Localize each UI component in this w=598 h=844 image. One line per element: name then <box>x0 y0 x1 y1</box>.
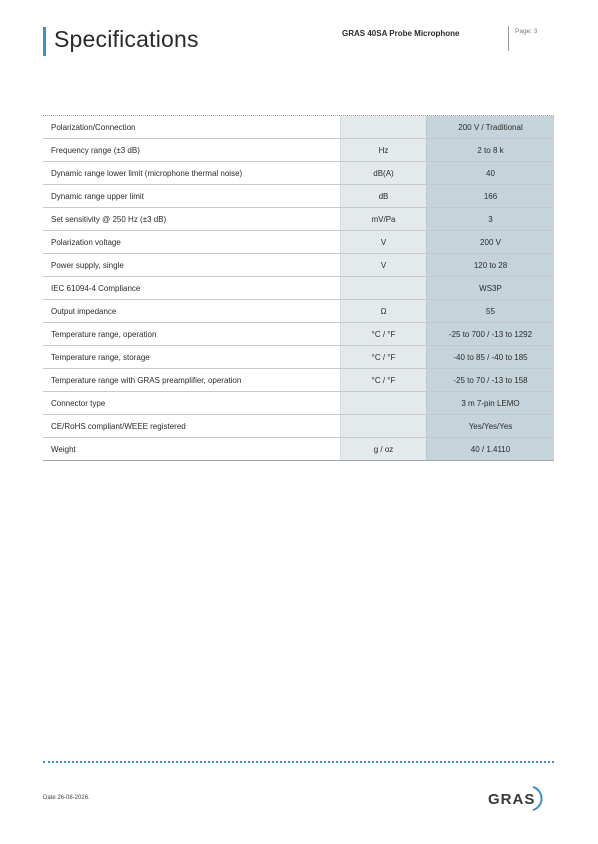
value-cell: 3 <box>426 208 554 230</box>
unit-cell: g / oz <box>340 438 426 460</box>
table-row <box>43 369 554 392</box>
parameter-cell: Polarization/Connection <box>43 116 340 138</box>
unit-cell <box>340 415 426 437</box>
gras-logo-text: GRAS <box>488 791 536 808</box>
table-row <box>43 323 554 346</box>
unit-cell: V <box>340 231 426 253</box>
parameter-cell: Output impedance <box>43 300 340 322</box>
unit-cell: °C / °F <box>340 323 426 345</box>
parameter-cell: Frequency range (±3 dB) <box>43 139 340 161</box>
unit-cell: Hz <box>340 139 426 161</box>
table-row <box>43 300 554 323</box>
table-row <box>43 162 554 185</box>
table-row <box>43 185 554 208</box>
value-cell: WS3P <box>426 277 554 299</box>
parameter-cell: Connector type <box>43 392 340 414</box>
table-row <box>43 415 554 438</box>
value-cell: 2 to 8 k <box>426 139 554 161</box>
value-cell: -25 to 70 / -13 to 158 <box>426 369 554 391</box>
table-row <box>43 116 554 139</box>
table-row <box>43 139 554 162</box>
unit-cell <box>340 116 426 138</box>
parameter-cell: IEC 61094-4 Compliance <box>43 277 340 299</box>
table-row <box>43 231 554 254</box>
page-separator <box>508 26 509 51</box>
parameter-cell: Dynamic range lower limit (microphone thermal noise) <box>43 162 340 184</box>
parameter-cell: Polarization voltage <box>43 231 340 253</box>
table-row <box>43 254 554 277</box>
unit-cell: dB(A) <box>340 162 426 184</box>
unit-cell <box>340 392 426 414</box>
gras-logo <box>486 783 546 813</box>
specifications-table <box>43 115 554 461</box>
unit-cell: °C / °F <box>340 369 426 391</box>
value-cell: 120 to 28 <box>426 254 554 276</box>
value-cell: 55 <box>426 300 554 322</box>
value-cell: Yes/Yes/Yes <box>426 415 554 437</box>
unit-cell: Ω <box>340 300 426 322</box>
footer-dotted-divider <box>43 761 554 763</box>
unit-cell: dB <box>340 185 426 207</box>
value-cell: -40 to 85 / -40 to 185 <box>426 346 554 368</box>
value-cell: -25 to 700 / -13 to 1292 <box>426 323 554 345</box>
unit-cell: V <box>340 254 426 276</box>
value-cell: 200 V / Traditional <box>426 116 554 138</box>
value-cell: 3 m 7-pin LEMO <box>426 392 554 414</box>
value-cell: 40 / 1.4110 <box>426 438 554 460</box>
parameter-cell: Power supply, single <box>43 254 340 276</box>
parameter-cell: Temperature range, operation <box>43 323 340 345</box>
table-row <box>43 208 554 231</box>
page-title: Specifications <box>54 26 199 52</box>
unit-cell: °C / °F <box>340 346 426 368</box>
footer-date: Date 26-08-2026. <box>43 795 90 801</box>
table-row <box>43 392 554 415</box>
value-cell: 200 V <box>426 231 554 253</box>
unit-cell: mV/Pa <box>340 208 426 230</box>
page-number: Page: 3 <box>515 28 538 35</box>
table-row <box>43 346 554 369</box>
value-cell: 166 <box>426 185 554 207</box>
parameter-cell: CE/RoHS compliant/WEEE registered <box>43 415 340 437</box>
parameter-cell: Set sensitivity @ 250 Hz (±3 dB) <box>43 208 340 230</box>
product-name: GRAS 40SA Probe Microphone <box>342 29 460 38</box>
title-accent-bar <box>43 27 46 56</box>
table-row <box>43 277 554 300</box>
parameter-cell: Temperature range, storage <box>43 346 340 368</box>
value-cell: 40 <box>426 162 554 184</box>
unit-cell <box>340 277 426 299</box>
parameter-cell: Temperature range with GRAS preamplifier, operation <box>43 369 340 391</box>
parameter-cell: Dynamic range upper limit <box>43 185 340 207</box>
table-row <box>43 438 554 461</box>
parameter-cell: Weight <box>43 438 340 460</box>
